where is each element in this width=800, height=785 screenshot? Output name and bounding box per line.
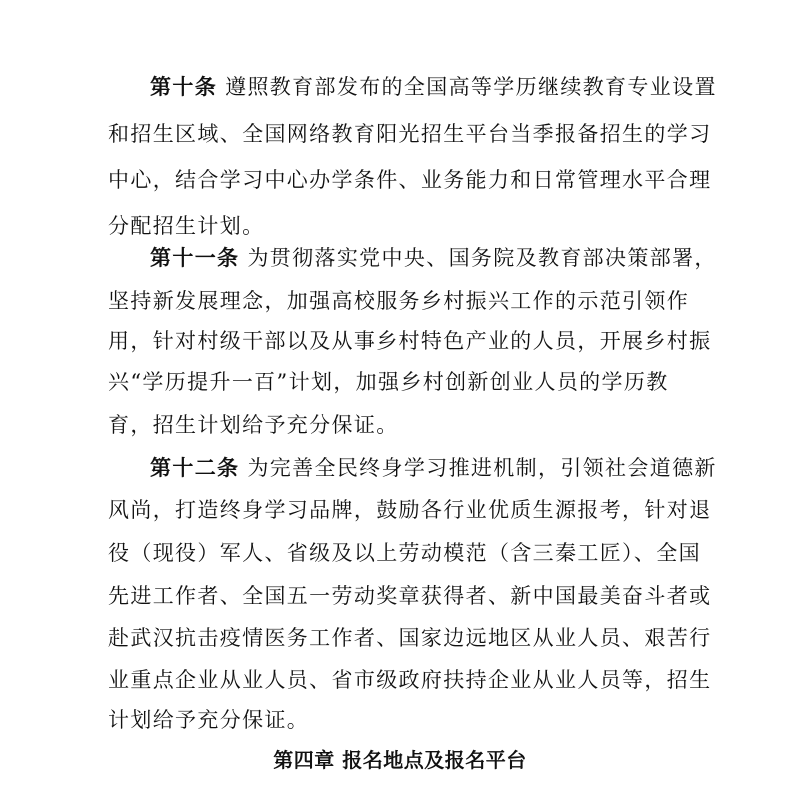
article-12-line-3: 役（现役）军人、省级及以上劳动模范（含三秦工匠）、全国 [108,541,701,565]
article-10-first-line [150,72,717,102]
article-11-first-line [150,243,717,273]
article-12-line-2: 风尚，打造终身学习品牌，鼓励各行业优质生源报考，针对退 [108,498,712,522]
article-10-line-4: 分配招生计划。 [108,214,265,238]
article-12-text: 为完善全民终身学习推进机制，引领社会道德新 [247,456,717,480]
article-12-line-5: 赴武汉抗击疫情医务工作者、国家边远地区从业人员、艰苦行 [108,626,712,650]
article-11-line-4: 兴“学历提升一百”计划，加强乡村创新创业人员的学历教 [108,370,669,394]
article-11-line-3: 用，针对村级干部以及从事乡村特色产业的人员，开展乡村振 [108,329,712,353]
article-11-line-2: 坚持新发展理念，加强高校服务乡村振兴工作的示范引领作 [108,289,690,313]
article-11-text: 为贯彻落实党中央、国务院及教育部决策部署， [247,246,717,270]
article-11-number: 第十一条 [150,246,240,270]
article-10-line-3: 中心，结合学习中心办学条件、业务能力和日常管理水平合理 [108,168,712,192]
article-12-first-line [150,453,717,483]
article-10-number: 第十条 [150,75,218,99]
article-12-number: 第十二条 [150,456,240,480]
article-12-line-4: 先进工作者、全国五一劳动奖章获得者、新中国最美奋斗者或 [108,584,712,608]
article-10-line-2: 和招生区域、全国网络教育阳光招生平台当季报备招生的学习 [108,122,712,146]
article-12-line-7: 计划给予充分保证。 [108,708,310,732]
article-12-line-6: 业重点企业从业人员、省市级政府扶持企业从业人员等，招生 [108,668,712,692]
article-11-line-5: 育，招生计划给予充分保证。 [108,413,399,437]
chapter-heading: 第四章 报名地点及报名平台 [273,748,527,772]
article-10-text: 遵照教育部发布的全国高等学历继续教育专业设置 [225,75,717,99]
